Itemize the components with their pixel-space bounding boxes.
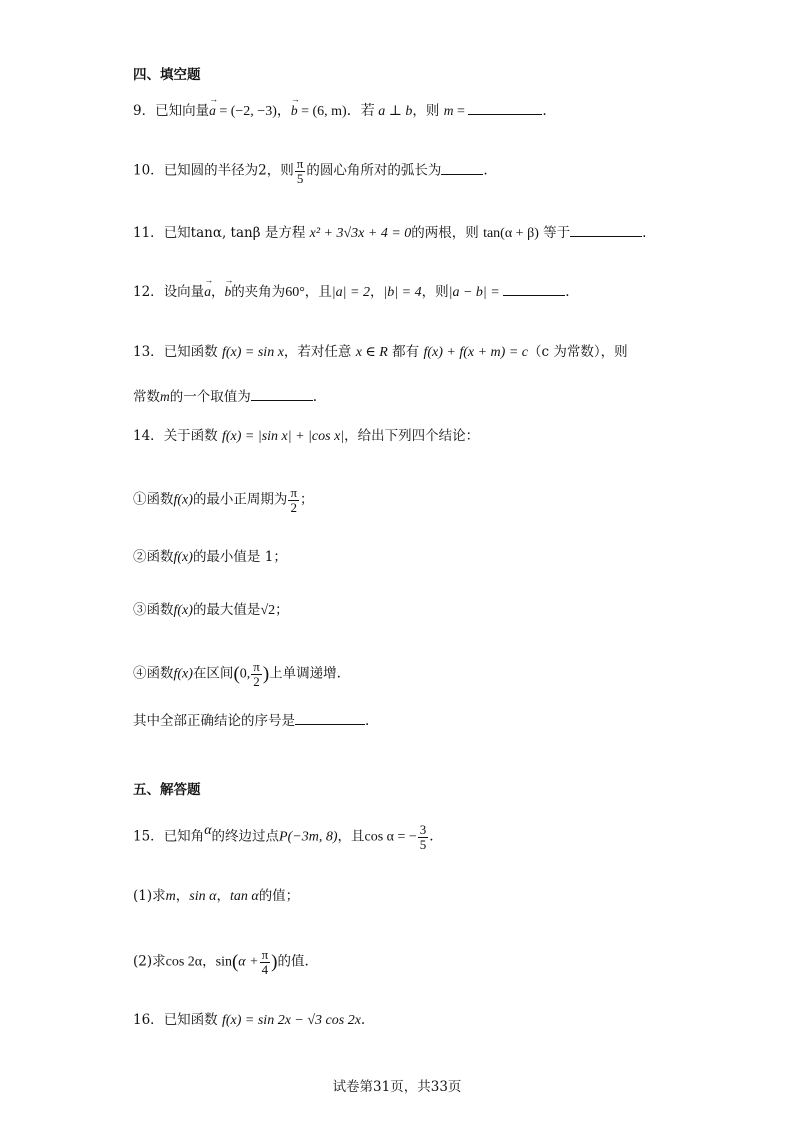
q15-p1-text: (1)求: [133, 888, 166, 904]
section-heading-answer: 五、解答题: [133, 782, 201, 798]
q14-c1-fraction: [288, 486, 299, 514]
q15-point: P(−3m, 8): [279, 829, 338, 845]
q13-text-5: 常数: [133, 389, 160, 405]
q15-text-3: ，且: [337, 828, 365, 845]
q15-p2-alpha: α +: [238, 954, 259, 970]
q13-text-6: 的一个取值为: [169, 389, 251, 405]
q10-text-2: 的圆心角所对的弧长为: [306, 162, 442, 179]
q15-p2-fraction: [260, 948, 271, 976]
q15-p1-sep-2: ，: [216, 888, 230, 904]
q10-fraction: [295, 157, 306, 185]
q12-angle: 60°: [285, 285, 305, 300]
question-13-line-2: [133, 388, 317, 405]
q14-text: 关于函数: [163, 428, 222, 444]
q9-end: .: [542, 103, 547, 119]
q11-equation: x² + 3√3x + 4 = 0: [309, 226, 412, 241]
q12-text-3: ，且: [304, 284, 332, 300]
q11-text-2: 的两根，则: [411, 225, 484, 241]
q13-answer-blank[interactable]: [251, 388, 313, 401]
q14-c1-text: ①函数: [133, 491, 174, 508]
q14-text-2: ，给出下列四个结论：: [344, 428, 480, 444]
q14-c4-text-3: 上单调递增.: [269, 665, 341, 682]
q15-p1-m: m: [165, 889, 176, 904]
q15-p2-text-2: 的值.: [277, 953, 309, 970]
q11-text: 已知tanα, tanβ 是方程: [163, 225, 310, 241]
q10-answer-blank[interactable]: [441, 162, 483, 175]
q15-p1-tan: tan α: [229, 889, 259, 904]
q11-end: .: [642, 225, 647, 241]
q15-alpha: α: [204, 822, 212, 838]
question-10: [133, 157, 488, 185]
q15-frac-den: 5: [419, 836, 427, 852]
q14-c3-end: ；: [275, 602, 289, 618]
q15-text: 已知角: [163, 828, 205, 845]
q13-equation: f(x) + f(x + m) = c: [423, 345, 528, 360]
q13-condition: x ∈ R: [355, 345, 388, 360]
q14-conclusion-2: [133, 551, 287, 565]
q12-norm-diff: |a − b| =: [448, 285, 504, 300]
q15-p2-lparen: (: [231, 951, 239, 973]
q9-vector-a: → a: [209, 104, 216, 118]
q14-c1-num: π: [290, 485, 298, 500]
question-11: [133, 224, 646, 241]
q9-text: 已知向量: [155, 103, 210, 119]
q10-end: .: [483, 162, 488, 179]
q12-text-4: ，则: [421, 284, 449, 300]
q14-c3-fx: f(x): [173, 603, 193, 618]
q14-conclusion-1: [133, 486, 314, 514]
q14-c4-zero: 0,: [239, 666, 251, 682]
q14-c2-text-2: 的最小值是 1；: [192, 549, 287, 565]
q14-c4-rparen: ): [262, 663, 270, 685]
q14-end: .: [365, 713, 370, 729]
q12-norm-b: |b| = 4: [383, 285, 422, 300]
q14-number: 14．: [133, 428, 164, 444]
q14-conclusion-3: [133, 604, 289, 618]
q11-number: 11．: [133, 225, 164, 241]
q15-p1-text-2: 的值；: [258, 888, 300, 904]
q15-text-2: 的终边过点: [211, 828, 280, 845]
q14-c1-fx: f(x): [173, 492, 193, 508]
q12-vector-b: → b: [224, 285, 231, 299]
q14-c4-num: π: [253, 659, 260, 674]
q15-end: .: [429, 828, 434, 845]
q15-p2-num: π: [261, 947, 269, 962]
q13-number: 13．: [133, 344, 164, 360]
q15-p2-sep: ，: [202, 953, 216, 970]
question-9: [133, 102, 547, 119]
q10-text: 已知圆的半径为2，则: [163, 162, 294, 179]
q14-summary-text: 其中全部正确结论的序号是: [133, 713, 295, 729]
q9-perp-condition: a ⊥ b: [378, 104, 413, 119]
q15-p1-sep: ，: [175, 888, 190, 904]
q11-answer-blank[interactable]: [570, 224, 642, 237]
q14-c4-text: ④函数: [133, 665, 174, 682]
q10-frac-num: π: [296, 156, 304, 171]
q14-c4-text-2: 在区间: [192, 665, 234, 682]
q11-text-3: 等于: [538, 225, 571, 241]
question-14: [133, 430, 479, 444]
q16-end: .: [360, 1012, 366, 1028]
q15-frac-num: 3: [419, 822, 427, 837]
question-12: [133, 283, 570, 300]
q14-c2-fx: f(x): [173, 550, 193, 565]
q12-text-2: 的夹角为: [231, 284, 286, 300]
q15-p2-sin: sin: [215, 954, 232, 970]
q15-p2-den: 4: [261, 961, 269, 977]
q14-answer-blank[interactable]: [295, 712, 365, 725]
q12-sep: ，: [210, 284, 225, 300]
q11-tan-sum: tan(α + β): [483, 226, 539, 241]
q15-part-1: [133, 890, 299, 904]
q9-var-m: m: [443, 103, 454, 118]
q14-c1-end: ；: [300, 491, 314, 508]
q13-text: 已知函数: [163, 344, 222, 360]
q15-cos: cos α = −: [364, 829, 417, 845]
q12-answer-blank[interactable]: [503, 283, 565, 296]
q12-end: .: [565, 284, 570, 300]
q14-c3-sqrt2: √2: [260, 603, 276, 618]
q14-function: f(x) = |sin x| + |cos x|: [221, 429, 345, 444]
page-footer: 试卷第31页，共33页: [332, 1079, 462, 1095]
q15-fraction: [418, 823, 429, 851]
q13-text-3: 都有: [387, 344, 424, 360]
q14-c1-den: 2: [290, 499, 297, 515]
q9-number: 9．: [133, 103, 156, 119]
q14-c3-text: ③函数: [133, 602, 174, 618]
q14-c1-text-2: 的最小正周期为: [192, 491, 288, 508]
q12-norm-a: |a| = 2: [331, 285, 370, 300]
q10-number: 10．: [133, 162, 164, 179]
q9-answer-blank[interactable]: [468, 102, 542, 115]
q9-equals: =: [453, 104, 469, 119]
q14-c4-lparen: (: [233, 663, 240, 685]
q14-c2-text: ②函数: [133, 549, 174, 565]
q15-number: 15．: [133, 828, 164, 845]
q16-text: 已知函数: [163, 1012, 222, 1028]
q9-text-2: ，则: [412, 103, 444, 119]
q14-c4-fraction: [251, 660, 262, 688]
q15-p1-sin: sin α: [189, 889, 217, 904]
q9-vector-b-value: = (6, m)．若: [297, 104, 379, 119]
q13-var-m: m: [160, 389, 170, 404]
q9-vector-b: → b: [291, 104, 298, 118]
q14-c3-text-2: 的最大值是: [192, 602, 261, 618]
q15-p2-cos: cos 2α: [165, 954, 203, 970]
q15-part-2: [133, 948, 309, 976]
q13-text-4: （c 为常数），则: [527, 344, 628, 360]
q10-frac-den: 5: [296, 170, 304, 186]
q12-vector-a: → a: [204, 285, 211, 299]
q14-c4-fx: f(x): [173, 666, 193, 682]
section-heading-fill: 四、填空题: [133, 67, 201, 83]
q14-summary: [133, 712, 369, 729]
q12-number: 12．: [133, 284, 164, 300]
q13-function: f(x) = sin x: [221, 345, 284, 360]
question-13-line-1: [133, 346, 628, 360]
q13-text-2: ，若对任意: [283, 344, 356, 360]
q15-p2-text: (2)求: [133, 953, 166, 970]
q9-vector-a-value: = (−2, −3)，: [215, 104, 291, 119]
q12-sep-2: ，: [369, 284, 384, 300]
q16-number: 16．: [133, 1012, 164, 1028]
q15-p2-rparen: ): [271, 951, 278, 973]
q13-end: .: [312, 389, 318, 405]
q12-text: 设向量: [163, 284, 205, 300]
question-15: [133, 823, 434, 851]
q14-c4-den: 2: [253, 673, 260, 689]
q16-function: f(x) = sin 2x − √3 cos 2x: [221, 1013, 361, 1028]
question-16: [133, 1014, 365, 1028]
q14-conclusion-4: [133, 660, 341, 688]
